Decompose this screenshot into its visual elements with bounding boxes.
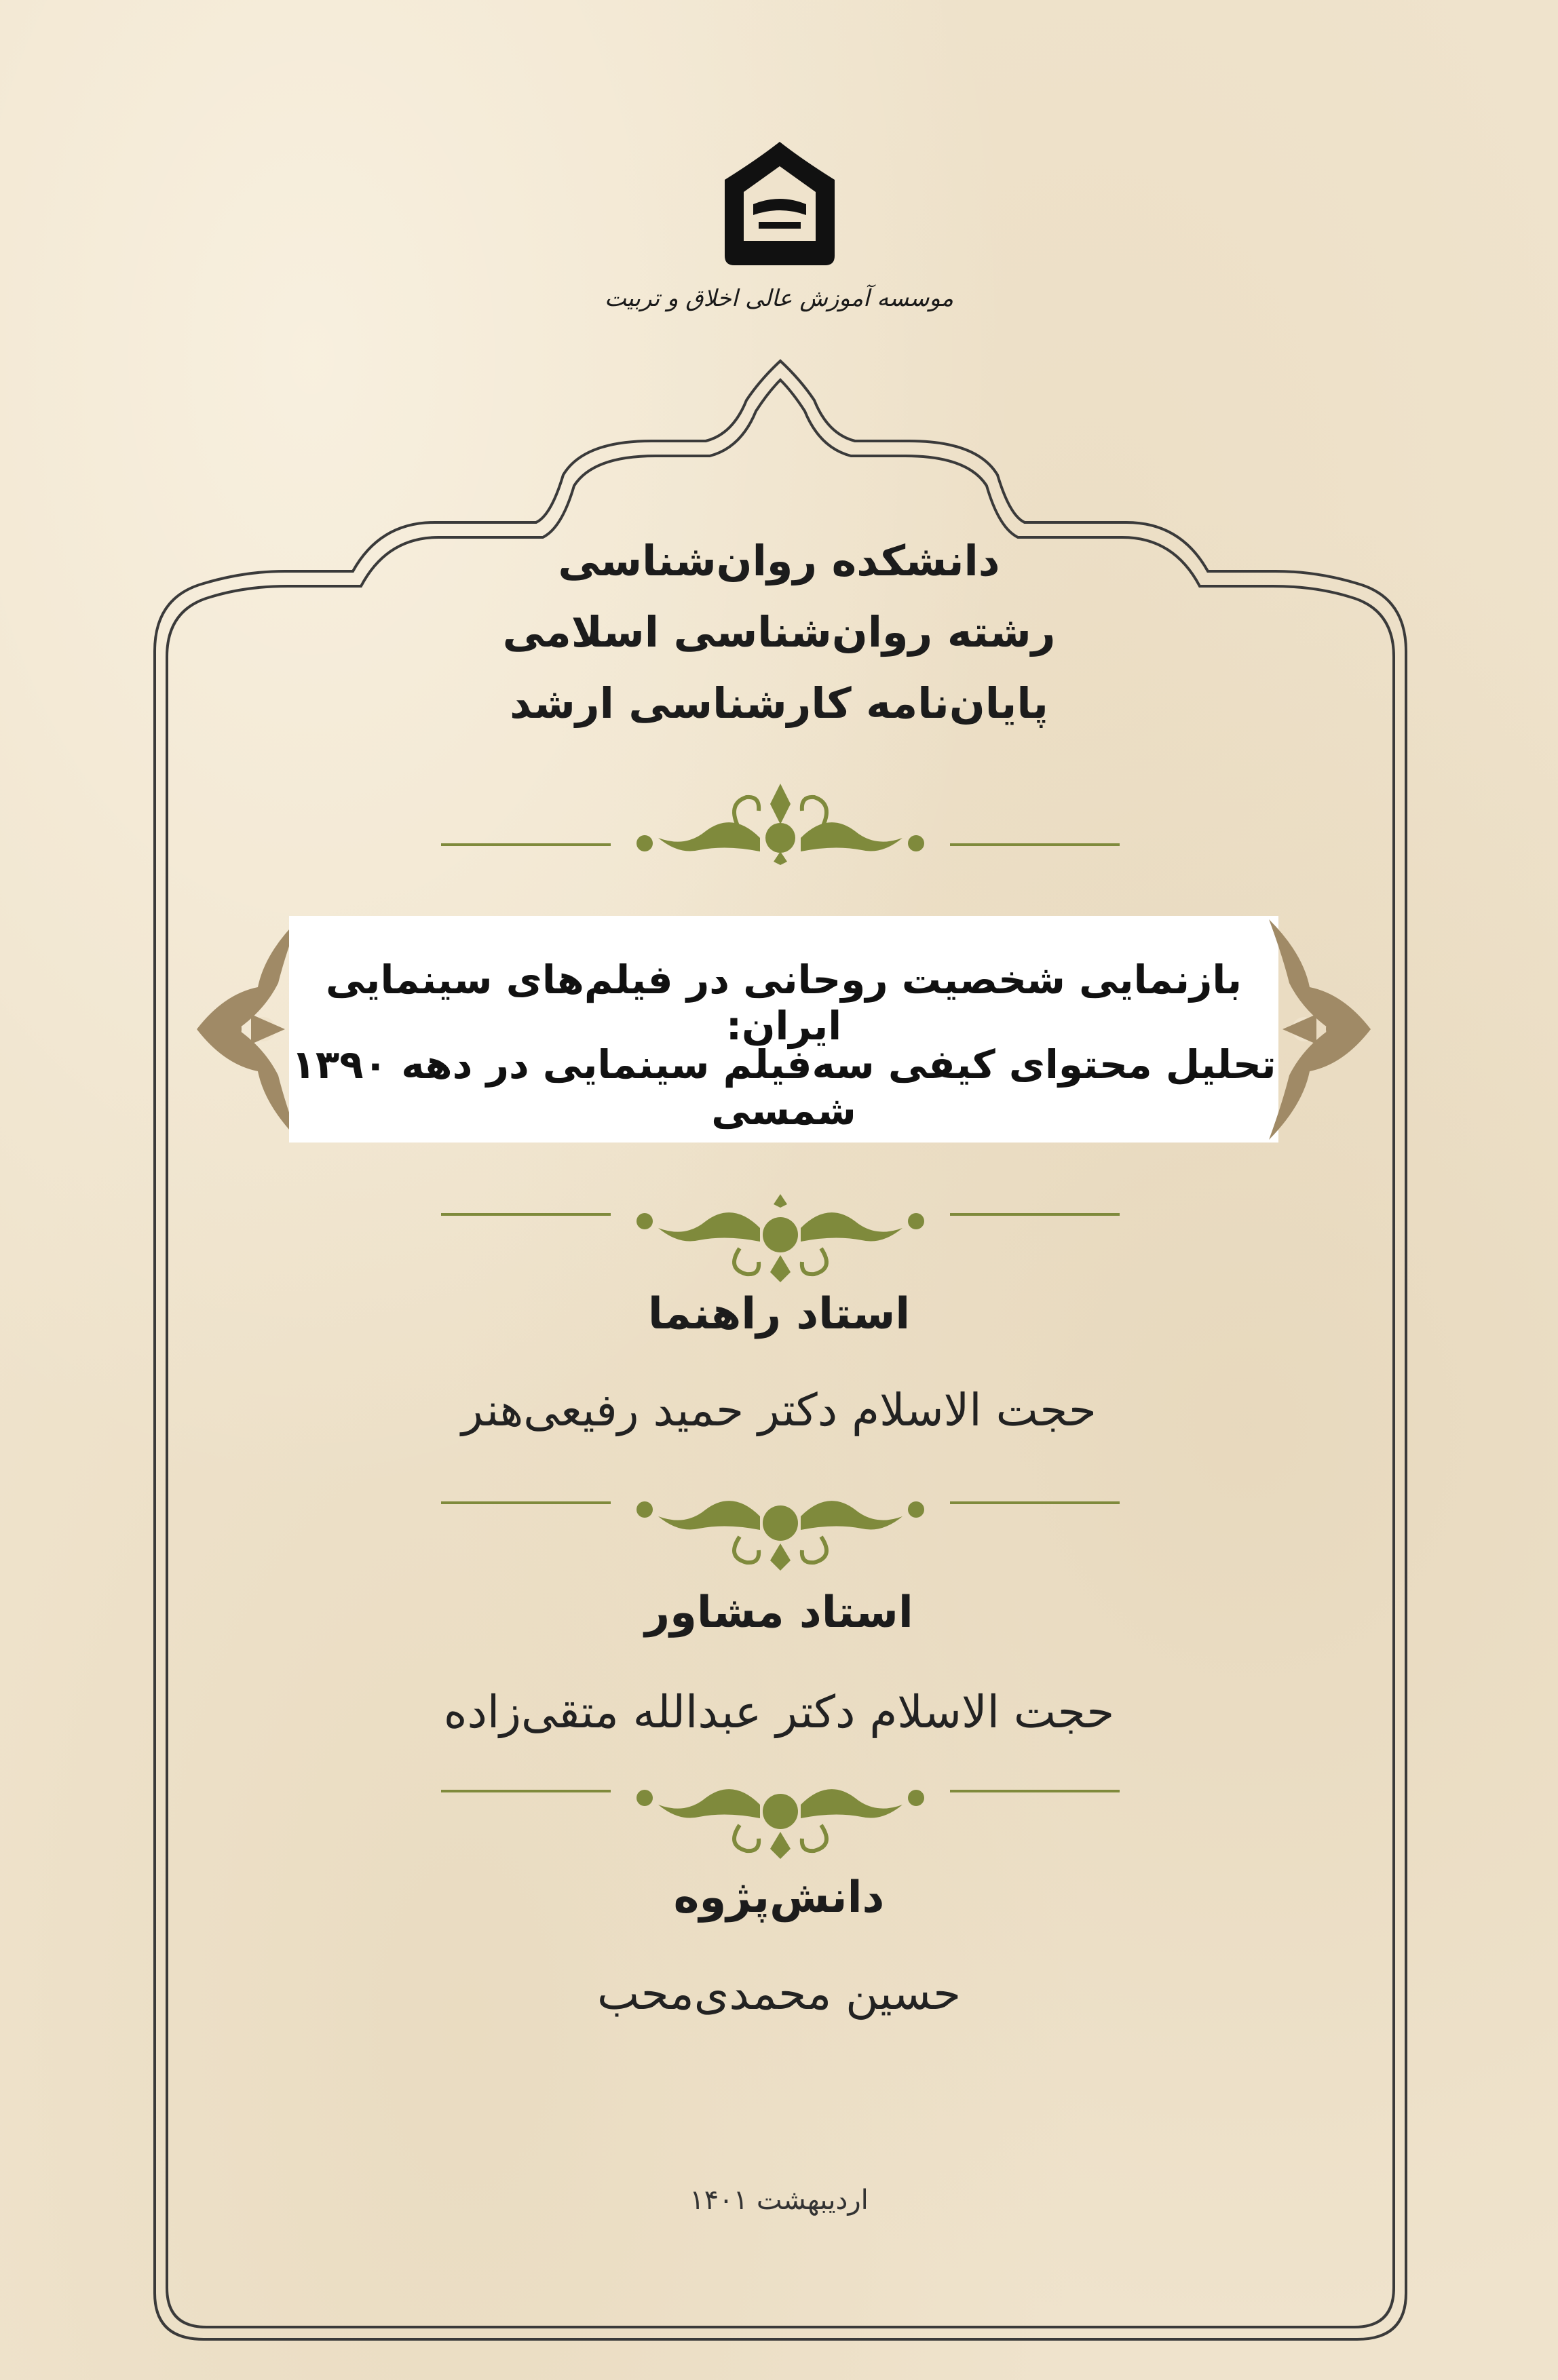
advisor-name: حجت الاسلام دکتر عبدالله متقی‌زاده — [443, 1686, 1115, 1738]
institute-name: موسسه آموزش عالی اخلاق و تربیت — [604, 285, 954, 312]
degree-name: پایان‌نامه کارشناسی ارشد — [510, 678, 1048, 728]
title-left-ornament — [183, 913, 305, 1147]
ornament-divider — [441, 777, 1120, 865]
supervisor-name: حجت الاسلام دکتر حمید رفیعی‌هنر — [461, 1384, 1097, 1436]
title-right-ornament — [1262, 913, 1384, 1147]
ornament-divider — [441, 1482, 1120, 1571]
thesis-title-line-2: تحلیل محتوای کیفی سه‌فیلم سینمایی در دهه ۱۳۹۰ شمسی — [291, 1041, 1276, 1134]
ornament-divider — [441, 1194, 1120, 1282]
institute-logo — [714, 139, 846, 268]
student-label: دانش‌پژوه — [673, 1873, 885, 1923]
student-name: حسین محمدی‌محب — [597, 1968, 961, 2020]
field-name: رشته روان‌شناسی اسلامی — [502, 607, 1056, 657]
faculty-name: دانشکده روان‌شناسی — [558, 536, 1000, 586]
ornament-divider — [441, 1771, 1120, 1859]
supervisor-label: استاد راهنما — [647, 1289, 911, 1339]
thesis-title-line-1: بازنمایی شخصیت روحانی در فیلم‌های سینمایی ایران: — [326, 957, 1242, 1049]
date: اردیبهشت ۱۴۰۱ — [689, 2185, 869, 2216]
advisor-label: استاد مشاور — [645, 1588, 913, 1638]
